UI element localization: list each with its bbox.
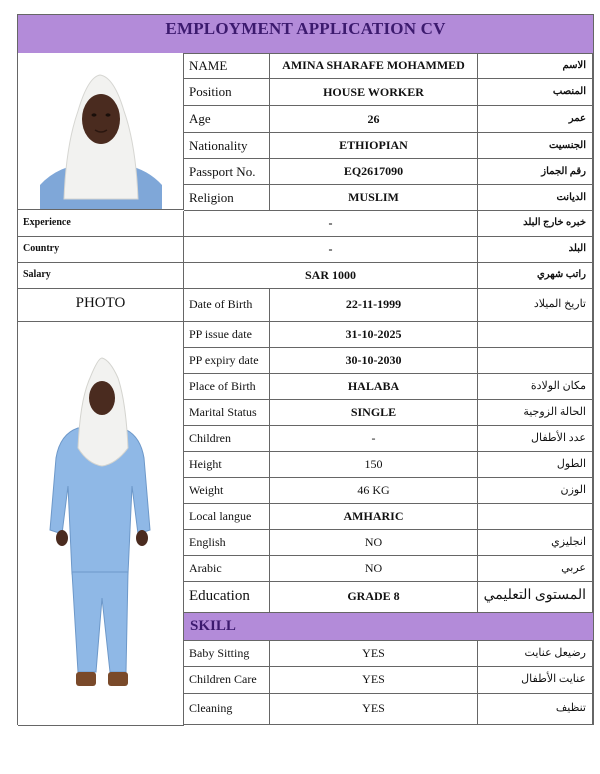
row-label: Religion (184, 185, 270, 211)
detail-value: 46 KG (270, 478, 478, 504)
education-arabic: المستوى التعليمي (478, 580, 593, 613)
detail-value: NO (270, 530, 478, 556)
wide-row-label: Experience (18, 211, 184, 237)
detail-label: PP issue date (184, 322, 270, 348)
detail-label: Place of Birth (184, 374, 270, 400)
skill-value: YES (270, 641, 478, 667)
detail-arabic: الطول (478, 452, 593, 478)
row-value: AMINA SHARAFE MOHAMMED (270, 53, 478, 79)
photo-label-cell (18, 289, 184, 322)
detail-label: Weight (184, 478, 270, 504)
wide-row-arabic: راتب شهري (478, 263, 593, 289)
row-label: NAME (184, 53, 270, 79)
wide-row-arabic: خبره خارج البلد (478, 211, 593, 237)
detail-label: Date of Birth (184, 289, 270, 322)
wide-row-value: - (184, 237, 478, 263)
detail-value: 31-10-2025 (270, 322, 478, 348)
detail-label: English (184, 530, 270, 556)
portrait-photo-image (18, 53, 183, 209)
detail-value: - (270, 426, 478, 452)
skill-label: Baby Sitting (184, 641, 270, 667)
detail-label: Arabic (184, 556, 270, 582)
education-value: GRADE 8 (270, 580, 478, 613)
wide-row-arabic: البلد (478, 237, 593, 263)
detail-arabic: الوزن (478, 478, 593, 504)
wide-row-value: SAR 1000 (184, 263, 478, 289)
portrait-photo (18, 53, 184, 210)
row-value: MUSLIM (270, 185, 478, 211)
detail-value: 22-11-1999 (270, 289, 478, 322)
detail-value: 30-10-2030 (270, 348, 478, 374)
row-arabic: الديانت (478, 185, 593, 211)
row-value: ETHIOPIAN (270, 133, 478, 159)
skill-arabic: رضيعل عنايت (478, 641, 593, 667)
detail-label: Local langue (184, 504, 270, 530)
skill-title: SKILL (190, 618, 236, 634)
detail-arabic: عدد الأطفال (478, 426, 593, 452)
row-value: EQ2617090 (270, 159, 478, 185)
detail-arabic (478, 348, 593, 374)
page-title: EMPLOYMENT APPLICATION CV (165, 19, 446, 38)
row-arabic: رقم الجماز (478, 159, 593, 185)
skill-arabic: تنظيف (478, 694, 593, 725)
skill-arabic: عنايت الأطفال (478, 667, 593, 694)
detail-value: SINGLE (270, 400, 478, 426)
skill-value: YES (270, 694, 478, 725)
skill-label: Children Care (184, 667, 270, 694)
skill-header (184, 613, 593, 641)
detail-label: Height (184, 452, 270, 478)
detail-arabic: مكان الولادة (478, 374, 593, 400)
wide-row-value: - (184, 211, 478, 237)
education-label: Education (184, 580, 270, 613)
title-bar (18, 15, 593, 54)
row-arabic: الجنسيت (478, 133, 593, 159)
photo-label: PHOTO (75, 295, 126, 311)
full-body-photo-image (18, 322, 183, 724)
detail-label: Children (184, 426, 270, 452)
detail-value: HALABA (270, 374, 478, 400)
skill-value: YES (270, 667, 478, 694)
full-body-photo (18, 322, 184, 726)
detail-arabic (478, 504, 593, 530)
row-value: 26 (270, 106, 478, 133)
row-label: Position (184, 79, 270, 106)
detail-label: PP expiry date (184, 348, 270, 374)
detail-label: Marital Status (184, 400, 270, 426)
row-label: Nationality (184, 133, 270, 159)
row-arabic: الاسم (478, 53, 593, 79)
detail-arabic: الحالة الزوجية (478, 400, 593, 426)
wide-row-label: Country (18, 237, 184, 263)
wide-row-label: Salary (18, 263, 184, 289)
detail-arabic: تاريخ الميلاد (478, 289, 593, 322)
detail-arabic: انجليزي (478, 530, 593, 556)
row-label: Passport No. (184, 159, 270, 185)
detail-value: NO (270, 556, 478, 582)
detail-arabic (478, 322, 593, 348)
row-label: Age (184, 106, 270, 133)
skill-label: Cleaning (184, 694, 270, 725)
detail-value: 150 (270, 452, 478, 478)
row-value: HOUSE WORKER (270, 79, 478, 106)
row-arabic: عمر (478, 106, 593, 133)
cv-sheet (17, 14, 594, 725)
detail-value: AMHARIC (270, 504, 478, 530)
detail-arabic: عربي (478, 556, 593, 582)
row-arabic: المنصب (478, 79, 593, 106)
